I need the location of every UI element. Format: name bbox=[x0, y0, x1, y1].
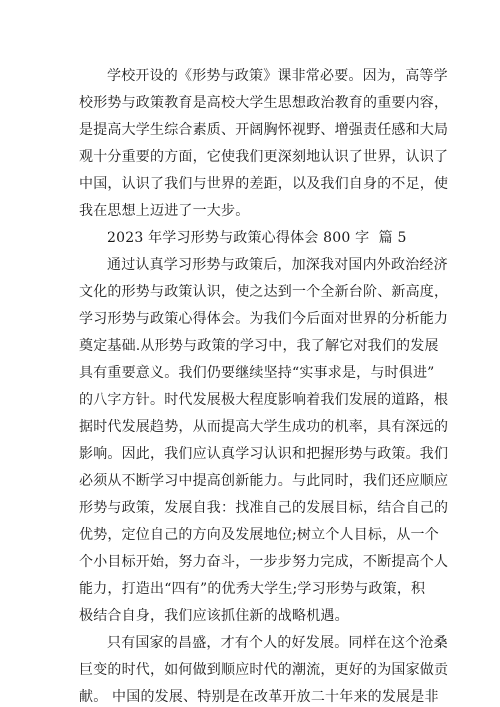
paragraph-3-line-3: 献。 中国的发展、特别是在改革开放二十年来的发展是非 bbox=[79, 689, 439, 705]
paragraph-1-line-4: 观十分重要的方面，它使我们更深刻地认识了世界，认识了 bbox=[79, 149, 449, 165]
paragraph-2-line-2: 文化的形势与政策认识，使之达到一个全新台阶、新高度， bbox=[79, 284, 449, 300]
paragraph-2-line-13: 能力，打造出“四有”的优秀大学生;学习形势与政策，积 bbox=[79, 581, 426, 597]
paragraph-2-line-10: 形势与政策，发展自我：找准自己的发展目标，结合自己的 bbox=[79, 500, 449, 516]
paragraph-2-line-6: 的八字方针。时代发展极大程度影响着我们发展的道路，根 bbox=[79, 392, 449, 408]
paragraph-3-line-2: 巨变的时代，如何做到顺应时代的潮流，更好的为国家做贡 bbox=[79, 662, 449, 678]
paragraph-2-line-4: 奠定基础.从形势与政策的学习中，我了解它对我们的发展 bbox=[79, 338, 439, 354]
paragraph-2-line-3: 学习形势与政策心得体会。为我们今后面对世界的分析能力 bbox=[79, 311, 449, 327]
paragraph-1-line-3: 是提高大学生综合素质、开阔胸怀视野、增强责任感和大局 bbox=[79, 122, 449, 138]
paragraph-1-line-6: 我在思想上迈进了一大步。 bbox=[79, 203, 250, 219]
paragraph-2-line-5: 具有重要意义。我们仍要继续坚持“实事求是，与时俱进” bbox=[79, 365, 435, 381]
paragraph-1-line-2: 校形势与政策教育是高校大学生思想政治教育的重要内容， bbox=[79, 95, 449, 111]
paragraph-2-line-14: 极结合自身，我们应该抓住新的战略机遇。 bbox=[79, 608, 349, 624]
paragraph-2-line-9: 必须从不断学习中提高创新能力。与此同时，我们还应顺应 bbox=[79, 473, 449, 489]
paragraph-1-line-1: 学校开设的《形势与政策》课非常必要。因为，高等学 bbox=[107, 68, 448, 84]
paragraph-3-line-1: 只有国家的昌盛，才有个人的好发展。同样在这个沧桑 bbox=[107, 635, 448, 651]
paragraph-2-line-1: 通过认真学习形势与政策后，加深我对国内外政治经济 bbox=[107, 257, 448, 273]
paragraph-2-line-8: 影响。因此，我们应认真学习认识和把握形势与政策。我们 bbox=[79, 446, 449, 462]
section-heading: 2023 年学习形势与政策心得体会 800 字 篇 5 bbox=[107, 230, 407, 246]
paragraph-2-line-12: 个小目标开始，努力奋斗，一步步努力完成，不断提高个人 bbox=[79, 554, 449, 570]
paragraph-2-line-7: 据时代发展趋势，从而提高大学生成功的机率，具有深远的 bbox=[79, 419, 449, 435]
paragraph-1-line-5: 中国，认识了我们与世界的差距，以及我们自身的不足，使 bbox=[79, 176, 449, 192]
paragraph-2-line-11: 优势，定位自己的方向及发展地位;树立个人目标，从一个 bbox=[79, 527, 439, 543]
